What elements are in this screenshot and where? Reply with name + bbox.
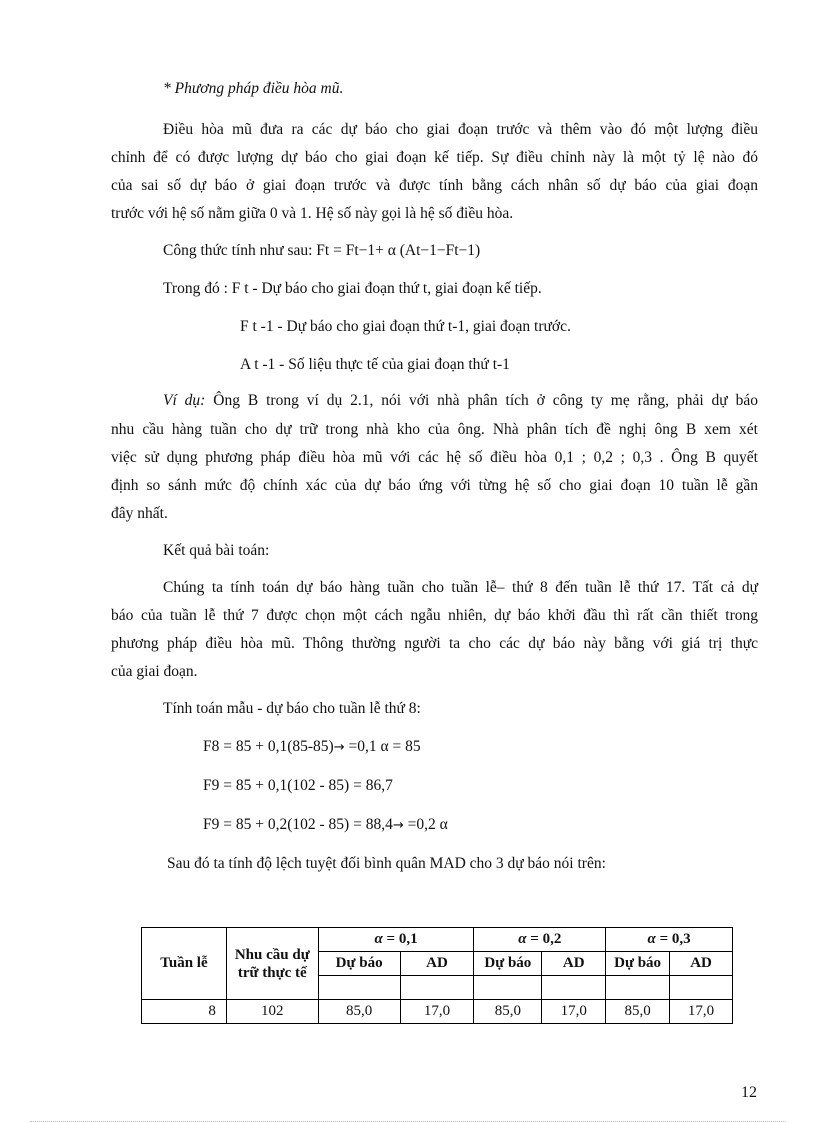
calc-3-expr: F9 = 85 + 0,2(102 - 85) = 88,4	[203, 816, 393, 833]
header-forecast: Dự báo	[474, 952, 542, 976]
calc-1-result: =0,1 α = 85	[344, 738, 421, 755]
calc-3-result: =0,2 α	[403, 816, 448, 833]
alpha-symbol: α	[647, 931, 656, 947]
cell-demand: 102	[226, 1000, 318, 1024]
example-first-text: Ông B trong ví dụ 2.1, nói với nhà phân tích ở công ty mẹ rằng, phải dự báo	[205, 392, 759, 409]
cell-forecast-3: 85,0	[606, 1000, 670, 1024]
cell-ad-2: 17,0	[542, 1000, 606, 1024]
calc-1-expr: F8 = 85 + 0,1(85-85)	[203, 738, 334, 755]
intro-line-4: trước với hệ số nằm giữa 0 và 1. Hệ số này gọi là hệ số điều hòa.	[111, 205, 514, 222]
example-line-2: nhu cầu hàng tuần cho dự trữ trong nhà kho của ông. Nhà phân tích đề nghị ông B xem xét	[111, 421, 758, 438]
cell-forecast-2: 85,0	[474, 1000, 542, 1024]
cell-ad-3: 17,0	[670, 1000, 733, 1024]
example-line-3: việc sử dụng phương pháp điều hòa mũ với các hệ số điều hòa 0,1 ; 0,2 ; 0,3 . Ông B quyết	[111, 449, 758, 466]
header-forecast: Dự báo	[606, 952, 670, 976]
mad-sentence: Sau đó ta tính độ lệch tuyệt đối bình quân MAD cho 3 dự báo nói trên:	[167, 855, 606, 872]
forecast-table	[141, 927, 733, 1024]
result-line-1: Chúng ta tính toán dự báo hàng tuần cho tuần lễ– thứ 8 đến tuần lễ thứ 17. Tất cả dự	[163, 579, 758, 596]
result-line-4: của giai đoạn.	[111, 663, 198, 680]
cell-forecast-1: 85,0	[318, 1000, 400, 1024]
alpha-value: = 0,1	[382, 931, 418, 947]
result-line-3: phương pháp điều hòa mũ. Thông thường người ta cho các dự báo này bằng với giá trị thực	[111, 635, 758, 652]
header-ad: AD	[670, 952, 733, 976]
example-line-5: đây nhất.	[111, 505, 168, 522]
calc-line-1	[203, 737, 421, 758]
intro-line-2: chỉnh để có được lượng dự báo cho giai đoạn kế tiếp. Sự điều chỉnh này là một tỷ lệ nào đó	[111, 149, 758, 166]
page-bottom-rule	[30, 1121, 786, 1122]
cell-ad-1: 17,0	[400, 1000, 474, 1024]
alpha-symbol: α	[374, 931, 383, 947]
header-alpha-3	[606, 928, 733, 952]
cell-week: 8	[142, 1000, 227, 1024]
header-demand: Nhu cầu dự trữ thực tế	[226, 928, 318, 1000]
where-line-1: Trong đó : F t - Dự báo cho giai đoạn thứ t, giai đoạn kế tiếp.	[163, 280, 542, 297]
result-label: Kết quả bài toán:	[163, 542, 270, 559]
section-title: * Phương pháp điều hòa mũ.	[163, 80, 344, 97]
intro-line-3: của sai số dự báo ở giai đoạn trước và được tính bằng cách nhân số dự báo của giai đoạn	[111, 177, 758, 194]
page-number: 12	[741, 1084, 757, 1101]
intro-line-1: Điều hòa mũ đưa ra các dự báo cho giai đoạn trước và thêm vào đó một lượng điều	[163, 121, 758, 138]
table-row	[142, 1000, 733, 1024]
where-line-3: A t -1 - Số liệu thực tế của giai đoạn thứ t-1	[240, 356, 510, 373]
header-forecast: Dự báo	[318, 952, 400, 976]
table-header-row-1	[142, 928, 733, 952]
example-line-4: định so sánh mức độ chính xác của dự báo ứng với từng hệ số cho giai đoạn 10 tuần lễ gần	[111, 477, 758, 494]
sample-label: Tính toán mẫu - dự báo cho tuần lễ thứ 8:	[163, 700, 421, 717]
calc-line-3	[203, 815, 448, 836]
example-line-1	[163, 391, 758, 411]
header-alpha-1	[318, 928, 474, 952]
header-ad: AD	[542, 952, 606, 976]
arrow-right-icon: →	[392, 818, 404, 833]
alpha-value: = 0,3	[655, 931, 691, 947]
arrow-right-icon: →	[333, 740, 345, 755]
example-label: Ví dụ:	[163, 392, 206, 409]
calc-line-2: F9 = 85 + 0,1(102 - 85) = 86,7	[203, 777, 393, 794]
result-line-2: báo của tuần lễ thứ 7 được chọn một cách ngẫu nhiên, dự báo khởi đầu thì rất cần thiết trong	[111, 607, 758, 624]
header-week: Tuần lễ	[142, 928, 227, 1000]
alpha-symbol: α	[518, 931, 527, 947]
where-line-2: F t -1 - Dự báo cho giai đoạn thứ t-1, giai đoạn trước.	[240, 318, 571, 335]
formula: Công thức tính như sau: Ft = Ft−1+ α (At−1−Ft−1)	[163, 242, 481, 259]
header-ad: AD	[400, 952, 474, 976]
alpha-value: = 0,2	[526, 931, 562, 947]
header-alpha-2	[474, 928, 606, 952]
